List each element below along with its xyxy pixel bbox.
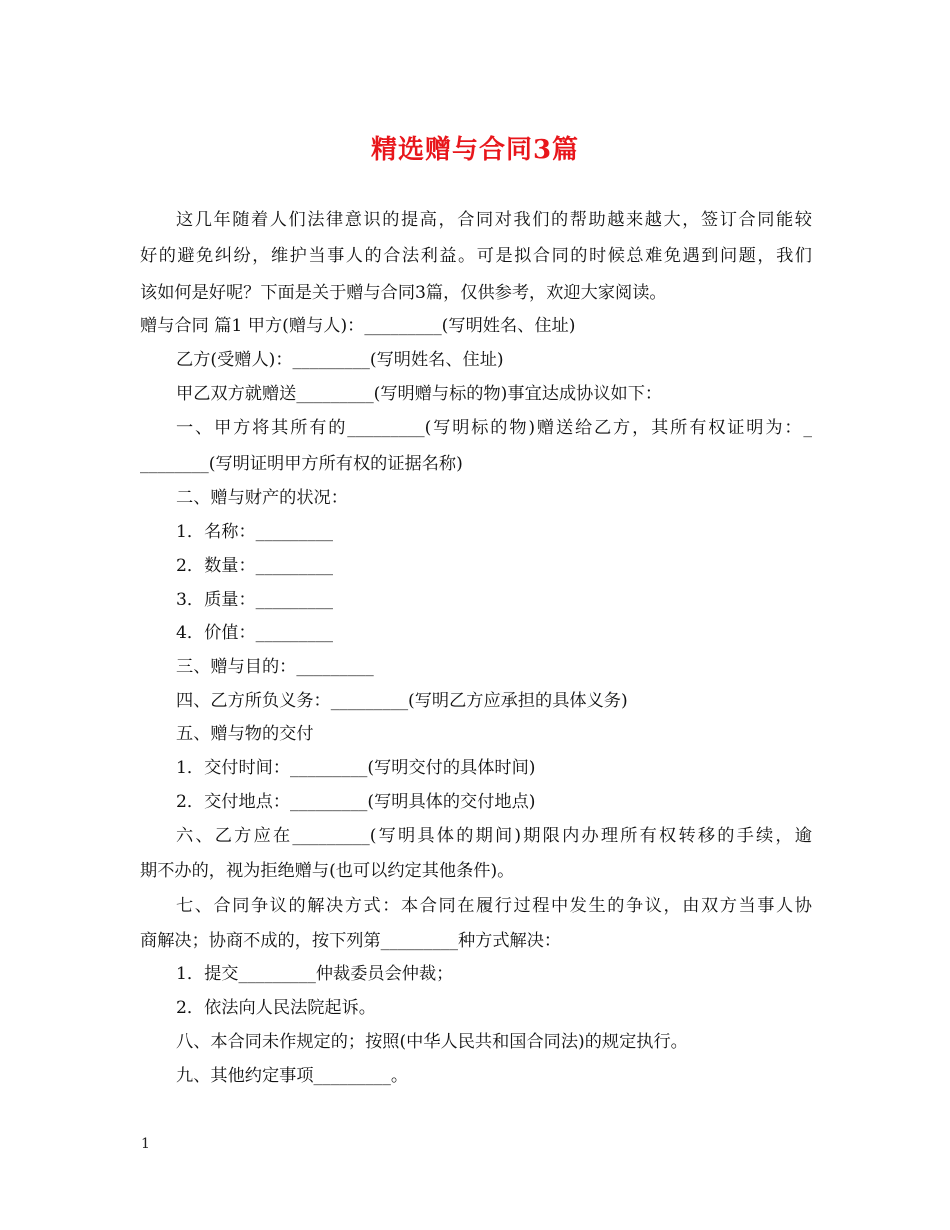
clause-4-line: 四、乙方所负义务：_________(写明乙方应承担的具体义务) xyxy=(176,691,628,711)
intro-line-2: 好的避免纠纷，维护当事人的合法利益。可是拟合同的时候总难免遇到问题，我们 xyxy=(140,246,812,266)
delivery-time-line: 1．交付时间：_________(写明交付的具体时间) xyxy=(176,758,536,778)
court-line: 2．依法向人民法院起诉。 xyxy=(176,998,376,1018)
property-quality-line: 3．质量：_________ xyxy=(176,590,334,610)
clause-7-line-2: 商解决；协商不成的，按下列第_________种方式解决： xyxy=(140,931,562,951)
delivery-place-line: 2．交付地点：_________(写明具体的交付地点) xyxy=(176,792,536,812)
intro-line-1: 这几年随着人们法律意识的提高，合同对我们的帮助越来越大，签订合同能较 xyxy=(176,210,812,230)
party-b-line: 乙方(受赠人)：_________(写明姓名、住址) xyxy=(176,350,504,370)
clause-8-line: 八、本合同未作规定的；按照(中华人民共和国合同法)的规定执行。 xyxy=(176,1032,688,1052)
arbitration-line: 1．提交_________仲裁委员会仲裁； xyxy=(176,964,454,984)
clause-1-line-1: 一、甲方将其所有的_________(写明标的物)赠送给乙方，其所有权证明为：_ xyxy=(176,418,812,438)
page-number: 1 xyxy=(141,1136,150,1152)
property-quantity-line: 2．数量：_________ xyxy=(176,556,334,576)
clause-6-line-1: 六、乙方应在_________(写明具体的期间)期限内办理所有权转移的手续，逾 xyxy=(176,826,812,846)
clause-2-heading: 二、赠与财产的状况： xyxy=(176,488,348,508)
clause-6-line-2: 期不办的，视为拒绝赠与(也可以约定其他条件)。 xyxy=(140,861,515,881)
intro-line-3: 该如何是好呢？下面是关于赠与合同3篇，仅供参考，欢迎大家阅读。 xyxy=(140,283,667,303)
clause-3-line: 三、赠与目的：_________ xyxy=(176,657,374,677)
property-value-line: 4．价值：_________ xyxy=(176,623,334,643)
document-title: 精选赠与合同3篇 xyxy=(370,135,580,165)
clause-9-line: 九、其他约定事项_________。 xyxy=(176,1066,409,1086)
clause-1-line-2: ________(写明证明甲方所有权的证据名称) xyxy=(140,454,463,474)
property-name-line: 1．名称：_________ xyxy=(176,522,334,542)
clause-7-line-1: 七、合同争议的解决方式：本合同在履行过程中发生的争议，由双方当事人协 xyxy=(176,896,812,916)
agreement-line: 甲乙双方就赠送_________(写明赠与标的物)事宜达成协议如下： xyxy=(176,384,663,404)
section-heading-line: 赠与合同 篇1 甲方(赠与人)：_________(写明姓名、住址) xyxy=(140,316,576,336)
clause-5-heading: 五、赠与物的交付 xyxy=(176,724,314,744)
